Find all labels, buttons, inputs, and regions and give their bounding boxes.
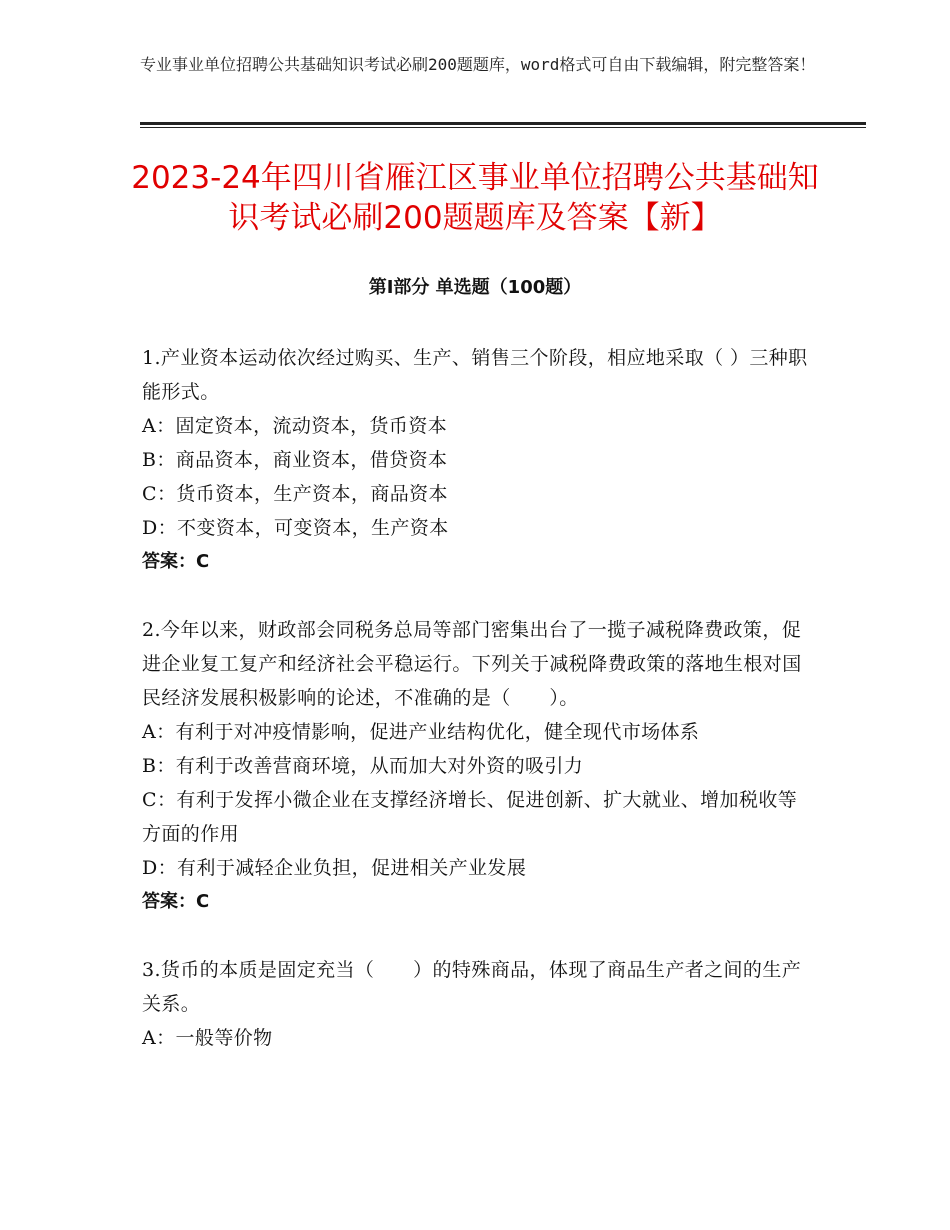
question-1	[142, 341, 810, 579]
option-d: D：有利于减轻企业负担，促进相关产业发展	[142, 857, 527, 879]
option-b: B：有利于改善营商环境，从而加大对外资的吸引力	[142, 755, 584, 777]
option-c: C：有利于发挥小微企业在支撑经济增长、促进创新、扩大就业、增加税收等方面的作用	[142, 789, 798, 845]
option-b: B：商品资本，商业资本，借贷资本	[142, 449, 448, 471]
document-title: 2023-24年四川省雁江区事业单位招聘公共基础知识考试必刷200题题库及答案【新】	[131, 160, 819, 236]
section-title: 第Ⅰ部分 单选题（100题）	[368, 277, 582, 298]
header-divider-thick	[140, 122, 866, 125]
answer-line: 答案：C	[142, 891, 210, 912]
answer-line: 答案：C	[142, 551, 210, 572]
question-stem: 1.产业资本运动依次经过购买、生产、销售三个阶段，相应地采取（ ）三种职能形式。	[142, 347, 808, 403]
question-3	[142, 953, 810, 1055]
question-list	[142, 341, 810, 1089]
option-a: A：固定资本，流动资本，货币资本	[142, 415, 448, 437]
header-note: 专业事业单位招聘公共基础知识考试必刷200题题库，word格式可自由下载编辑，附完整答案！	[140, 55, 816, 74]
option-d: D：不变资本，可变资本，生产资本	[142, 517, 449, 539]
question-stem: 2.今年以来，财政部会同税务总局等部门密集出台了一揽子减税降费政策，促进企业复工复产和经济社会平稳运行。下列关于减税降费政策的落地生根对国民经济发展积极影响的论述，不准确的是（ ）。	[142, 619, 802, 709]
header-divider-thin	[140, 127, 866, 128]
option-a: A：一般等价物	[142, 1027, 273, 1049]
question-stem: 3.货币的本质是固定充当（ ）的特殊商品，体现了商品生产者之间的生产关系。	[142, 959, 802, 1015]
option-a: A：有利于对冲疫情影响，促进产业结构优化，健全现代市场体系	[142, 721, 700, 743]
option-c: C：货币资本，生产资本，商品资本	[142, 483, 448, 505]
question-2	[142, 613, 810, 919]
